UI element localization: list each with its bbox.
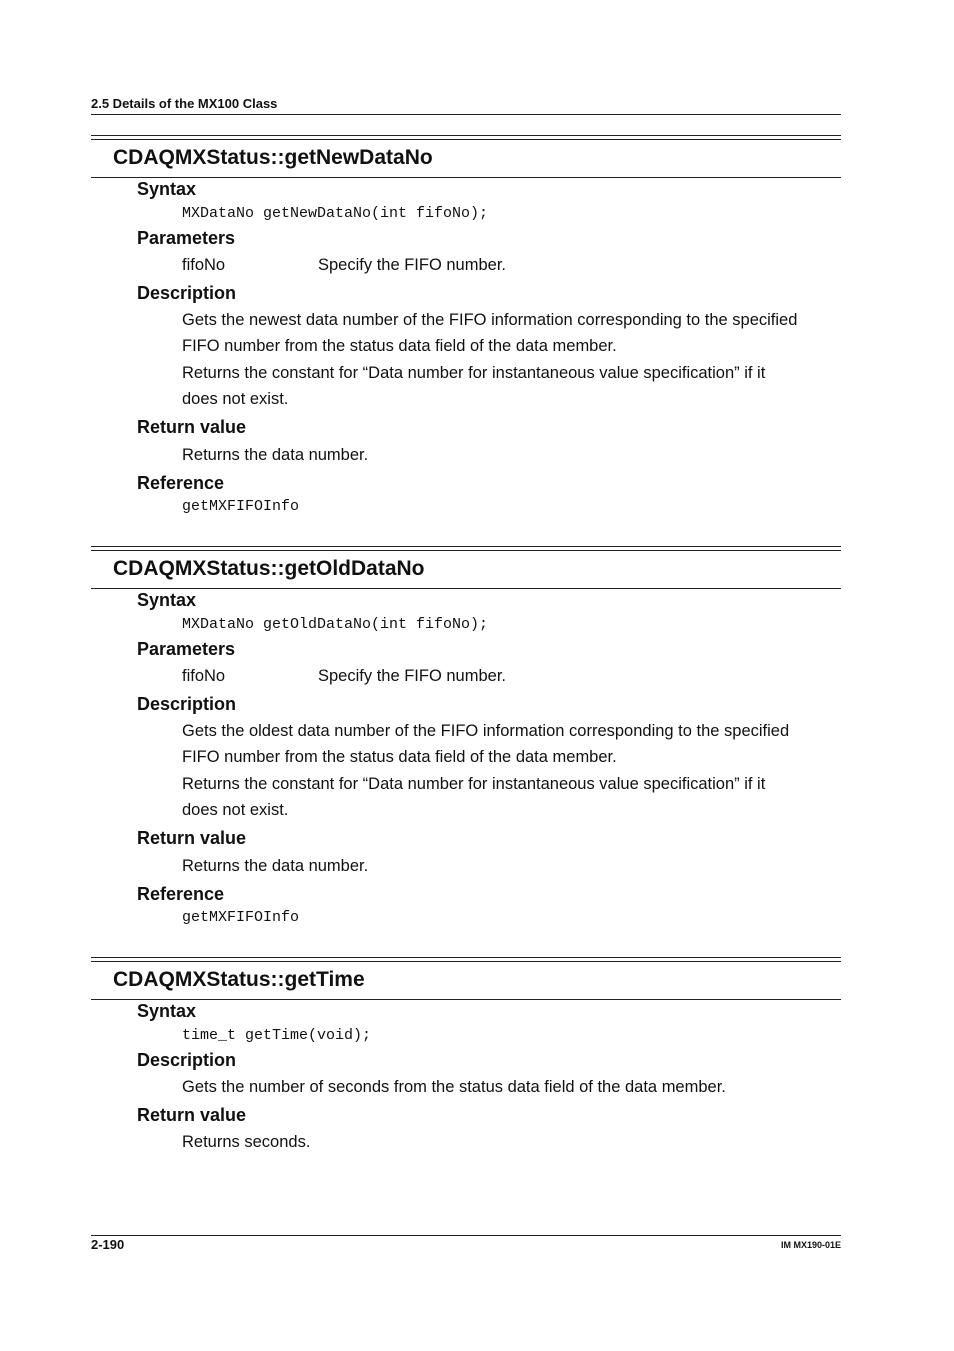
return-heading: Return value <box>137 828 247 848</box>
parameters-heading: Parameters <box>137 639 236 659</box>
reference-code: getMXFIFOInfo <box>182 498 300 515</box>
syntax-code: MXDataNo getOldDataNo(int fifoNo); <box>182 616 489 633</box>
description-line: does not exist. <box>182 390 289 408</box>
return-heading: Return value <box>137 1105 247 1125</box>
description-heading: Description <box>137 283 237 303</box>
description-line: Gets the oldest data number of the FIFO information corresponding to the specified <box>182 722 790 740</box>
description-line: does not exist. <box>182 801 289 819</box>
section-rule-bottom <box>91 999 841 1000</box>
section-rule-top <box>91 957 841 958</box>
reference-heading: Reference <box>137 473 225 493</box>
page-number: 2-190 <box>91 1237 125 1252</box>
param-name: fifoNo <box>182 667 226 685</box>
footer-rule <box>91 1235 841 1236</box>
parameters-heading: Parameters <box>137 228 236 248</box>
param-desc: Specify the FIFO number. <box>318 256 506 274</box>
return-heading: Return value <box>137 417 247 437</box>
param-desc: Specify the FIFO number. <box>318 667 506 685</box>
section-title: CDAQMXStatus::getTime <box>113 968 365 991</box>
description-line: FIFO number from the status data field of the data member. <box>182 337 617 355</box>
syntax-heading: Syntax <box>137 179 197 199</box>
reference-heading: Reference <box>137 884 225 904</box>
section-title: CDAQMXStatus::getNewDataNo <box>113 146 433 169</box>
section-rule-top <box>91 135 841 136</box>
section-rule-top <box>91 546 841 547</box>
section-rule-top <box>91 139 841 140</box>
header-rule <box>91 114 841 115</box>
section-rule-bottom <box>91 588 841 589</box>
section-rule-top <box>91 961 841 962</box>
syntax-code: time_t getTime(void); <box>182 1027 372 1044</box>
description-heading: Description <box>137 694 237 714</box>
syntax-code: MXDataNo getNewDataNo(int fifoNo); <box>182 205 489 222</box>
description-line: Returns the constant for “Data number for instantaneous value specification” if it <box>182 364 766 382</box>
description-line: Returns the constant for “Data number for instantaneous value specification” if it <box>182 775 766 793</box>
section-rule-top <box>91 550 841 551</box>
return-text: Returns the data number. <box>182 857 369 875</box>
running-head: 2.5 Details of the MX100 Class <box>91 96 278 111</box>
reference-code: getMXFIFOInfo <box>182 909 300 926</box>
description-heading: Description <box>137 1050 237 1070</box>
return-text: Returns the data number. <box>182 446 369 464</box>
syntax-heading: Syntax <box>137 1001 197 1021</box>
param-name: fifoNo <box>182 256 226 274</box>
return-text: Returns seconds. <box>182 1133 311 1151</box>
section-title: CDAQMXStatus::getOldDataNo <box>113 557 425 580</box>
description-line: FIFO number from the status data field of the data member. <box>182 748 617 766</box>
description-line: Gets the number of seconds from the status data field of the data member. <box>182 1078 726 1096</box>
syntax-heading: Syntax <box>137 590 197 610</box>
section-rule-bottom <box>91 177 841 178</box>
description-line: Gets the newest data number of the FIFO information corresponding to the specified <box>182 311 798 329</box>
document-id: IM MX190-01E <box>780 1240 841 1250</box>
